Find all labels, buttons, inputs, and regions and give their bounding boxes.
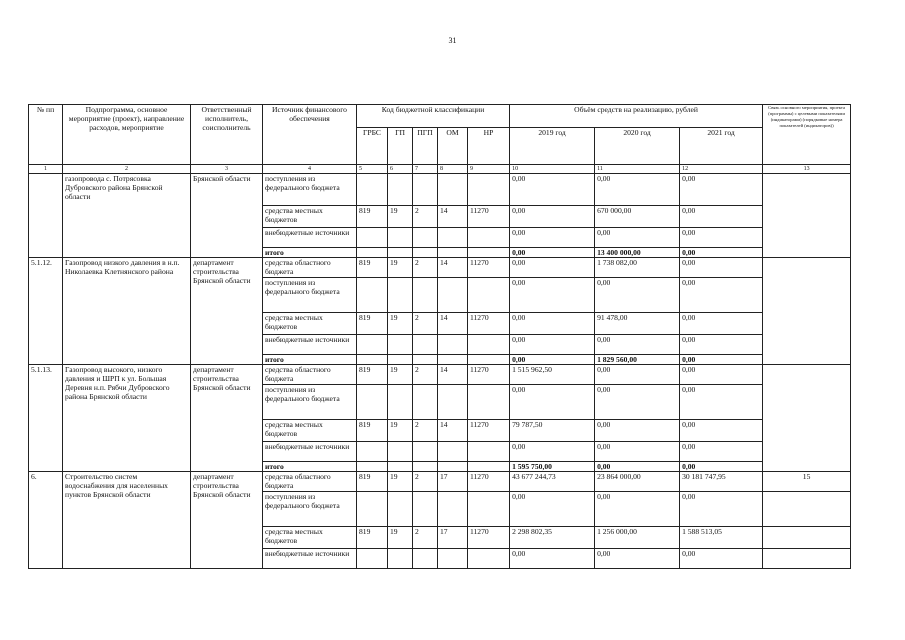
source-cell: внебюджетные источники [263,335,357,355]
om-cell [438,174,468,206]
gp-cell [388,278,413,313]
value-2021: 0,00 [680,248,763,258]
source-cell: внебюджетные источники [263,228,357,248]
header-num: № пп [29,105,63,165]
om-cell: 17 [438,472,468,492]
value-2021: 0,00 [680,549,763,569]
value-2020: 0,00 [595,492,680,527]
header-link: Связь основного мероприятия, проекта (программы) с целевыми показателями (индикаторами) (порядковые номера показателей (индикаторов)) [763,105,851,165]
pgp-cell [413,549,438,569]
header-program: Подпрограмма, основное мероприятие (проект), направление расходов, мероприятие [63,105,191,165]
indicator-link [763,549,851,569]
value-2021: 0,00 [680,442,763,462]
pgp-cell [413,278,438,313]
gp-cell: 19 [388,472,413,492]
column-number: 12 [680,165,763,174]
value-2019: 0,00 [510,248,595,258]
header-2021: 2021 год [680,128,763,165]
column-number: 3 [191,165,263,174]
value-2020: 13 400 000,00 [595,248,680,258]
grbs-cell [357,355,388,365]
header-gp: ГП [388,128,413,165]
indicator-link [763,258,851,365]
gp-cell: 19 [388,420,413,442]
value-2020: 0,00 [595,228,680,248]
grbs-cell [357,549,388,569]
source-cell: поступления из федерального бюджета [263,385,357,420]
source-cell: средства областного бюджета [263,365,357,385]
value-2019: 1 515 962,50 [510,365,595,385]
value-2019: 0,00 [510,549,595,569]
table-body [29,174,851,569]
om-cell [438,335,468,355]
grbs-cell: 819 [357,420,388,442]
source-cell: итого [263,355,357,365]
pgp-cell [413,442,438,462]
pgp-cell [413,228,438,248]
source-cell: внебюджетные источники [263,442,357,462]
om-cell [438,385,468,420]
grbs-cell [357,248,388,258]
value-2020: 91 478,00 [595,313,680,335]
header-source: Источник финансового обеспечения [263,105,357,165]
item-number: 5.1.13. [29,365,63,472]
value-2021: 0,00 [680,385,763,420]
header-2020: 2020 год [595,128,680,165]
value-2021: 0,00 [680,420,763,442]
item-number: 5.1.12. [29,258,63,365]
table-row [29,472,851,492]
nr-cell [468,335,510,355]
value-2020: 1 738 082,00 [595,258,680,278]
gp-cell [388,385,413,420]
item-number [29,174,63,258]
grbs-cell [357,385,388,420]
value-2020: 23 864 000,00 [595,472,680,492]
column-number: 10 [510,165,595,174]
value-2020: 0,00 [595,385,680,420]
value-2020: 0,00 [595,365,680,385]
value-2019: 2 298 802,35 [510,527,595,549]
source-cell: поступления из федерального бюджета [263,492,357,527]
header-executor: Ответственный исполнитель, соисполнитель [191,105,263,165]
gp-cell [388,228,413,248]
gp-cell [388,492,413,527]
gp-cell [388,549,413,569]
value-2020: 0,00 [595,420,680,442]
indicator-link [763,527,851,549]
source-cell: средства областного бюджета [263,472,357,492]
nr-cell [468,442,510,462]
header-amount: Объём средств на реализацию, рублей [510,105,763,128]
value-2019: 0,00 [510,492,595,527]
source-cell: средства местных бюджетов [263,206,357,228]
source-cell: поступления из федерального бюджета [263,278,357,313]
value-2019: 0,00 [510,313,595,335]
gp-cell: 19 [388,365,413,385]
value-2019: 0,00 [510,228,595,248]
source-cell: средства местных бюджетов [263,313,357,335]
om-cell: 14 [438,258,468,278]
grbs-cell: 819 [357,206,388,228]
value-2020: 0,00 [595,174,680,206]
pgp-cell [413,462,438,472]
nr-cell [468,248,510,258]
grbs-cell: 819 [357,472,388,492]
header-nr: НР [468,128,510,165]
nr-cell: 11270 [468,206,510,228]
value-2020: 1 256 000,00 [595,527,680,549]
gp-cell: 19 [388,258,413,278]
budget-table [28,104,851,569]
value-2021: 0,00 [680,365,763,385]
column-number: 5 [357,165,388,174]
value-2019: 0,00 [510,174,595,206]
value-2020: 0,00 [595,549,680,569]
nr-cell: 11270 [468,313,510,335]
source-cell: средства местных бюджетов [263,527,357,549]
gp-cell [388,335,413,355]
nr-cell [468,278,510,313]
om-cell [438,248,468,258]
om-cell [438,355,468,365]
value-2021: 0,00 [680,174,763,206]
value-2019: 0,00 [510,385,595,420]
nr-cell: 11270 [468,420,510,442]
gp-cell [388,174,413,206]
value-2020: 0,00 [595,335,680,355]
item-program: Газопровод высокого, низкого давления и ШРП к ул. Большая Деревня н.п. Рябчи Дубровского района Брянской области [63,365,191,472]
value-2021: 0,00 [680,492,763,527]
value-2020: 670 000,00 [595,206,680,228]
column-number: 2 [63,165,191,174]
header-om: ОМ [438,128,468,165]
source-cell: внебюджетные источники [263,549,357,569]
header-pgp: ПГП [413,128,438,165]
source-cell: поступления из федерального бюджета [263,174,357,206]
item-number: 6. [29,472,63,569]
nr-cell: 11270 [468,365,510,385]
pgp-cell: 2 [413,365,438,385]
grbs-cell: 819 [357,258,388,278]
value-2021: 0,00 [680,206,763,228]
pgp-cell: 2 [413,258,438,278]
item-executor: Брянской области [191,174,263,258]
table-header [29,105,851,174]
item-executor: департамент строительства Брянской области [191,258,263,365]
om-cell [438,228,468,248]
grbs-cell: 819 [357,313,388,335]
value-2021: 0,00 [680,258,763,278]
pgp-cell [413,492,438,527]
gp-cell [388,248,413,258]
item-executor: департамент строительства Брянской области [191,365,263,472]
pgp-cell: 2 [413,472,438,492]
table-row [29,174,851,206]
value-2019: 0,00 [510,355,595,365]
source-cell: средства местных бюджетов [263,420,357,442]
nr-cell: 11270 [468,258,510,278]
grbs-cell [357,335,388,355]
value-2021: 0,00 [680,278,763,313]
indicator-link [763,174,851,258]
value-2019: 0,00 [510,258,595,278]
gp-cell: 19 [388,527,413,549]
nr-cell [468,228,510,248]
column-numbers-row [29,165,851,174]
item-program: Строительство систем водоснабжения для населенных пунктов Брянской области [63,472,191,569]
om-cell [438,278,468,313]
column-number: 7 [413,165,438,174]
nr-cell [468,355,510,365]
nr-cell: 11270 [468,472,510,492]
indicator-link [763,365,851,472]
gp-cell: 19 [388,313,413,335]
header-2019: 2019 год [510,128,595,165]
value-2019: 79 787,50 [510,420,595,442]
pgp-cell [413,355,438,365]
nr-cell: 11270 [468,527,510,549]
indicator-link: 15 [763,472,851,492]
page-number: 31 [448,36,457,45]
value-2020: 0,00 [595,462,680,472]
nr-cell [468,492,510,527]
nr-cell [468,549,510,569]
value-2019: 0,00 [510,278,595,313]
header-budget-code: Код бюджетной классификации [357,105,510,128]
indicator-link [763,492,851,527]
value-2019: 0,00 [510,335,595,355]
value-2019: 0,00 [510,206,595,228]
column-number: 13 [763,165,851,174]
column-number: 9 [468,165,510,174]
pgp-cell [413,174,438,206]
nr-cell [468,385,510,420]
column-number: 1 [29,165,63,174]
grbs-cell [357,462,388,472]
om-cell: 14 [438,206,468,228]
source-cell: итого [263,462,357,472]
om-cell: 14 [438,313,468,335]
grbs-cell: 819 [357,527,388,549]
value-2020: 0,00 [595,442,680,462]
grbs-cell [357,442,388,462]
pgp-cell: 2 [413,206,438,228]
value-2021: 0,00 [680,313,763,335]
om-cell: 17 [438,527,468,549]
om-cell [438,462,468,472]
grbs-cell [357,492,388,527]
item-program: газопровода с. Потрясовка Дубровского района Брянской области [63,174,191,258]
table-row [29,365,851,385]
gp-cell [388,355,413,365]
nr-cell [468,174,510,206]
item-executor: департамент строительства Брянской области [191,472,263,569]
column-number: 4 [263,165,357,174]
source-cell: итого [263,248,357,258]
grbs-cell [357,228,388,248]
pgp-cell [413,335,438,355]
pgp-cell [413,248,438,258]
grbs-cell: 819 [357,365,388,385]
table-row [29,258,851,278]
value-2021: 0,00 [680,355,763,365]
om-cell [438,442,468,462]
value-2020: 0,00 [595,278,680,313]
value-2019: 0,00 [510,442,595,462]
pgp-cell [413,385,438,420]
pgp-cell: 2 [413,313,438,335]
om-cell: 14 [438,420,468,442]
value-2021: 0,00 [680,462,763,472]
om-cell [438,549,468,569]
item-program: Газопровод низкого давления в н.п. Николаевка Клетнянского района [63,258,191,365]
column-number: 8 [438,165,468,174]
source-cell: средства областного бюджета [263,258,357,278]
om-cell: 14 [438,365,468,385]
om-cell [438,492,468,527]
value-2019: 43 677 244,73 [510,472,595,492]
column-number: 11 [595,165,680,174]
column-number: 6 [388,165,413,174]
gp-cell: 19 [388,206,413,228]
pgp-cell: 2 [413,420,438,442]
gp-cell [388,462,413,472]
value-2021: 0,00 [680,335,763,355]
header-grbs: ГРБС [357,128,388,165]
value-2021: 0,00 [680,228,763,248]
value-2019: 1 595 750,00 [510,462,595,472]
value-2021: 30 181 747,95 [680,472,763,492]
grbs-cell [357,278,388,313]
grbs-cell [357,174,388,206]
value-2020: 1 829 560,00 [595,355,680,365]
value-2021: 1 588 513,05 [680,527,763,549]
pgp-cell: 2 [413,527,438,549]
nr-cell [468,462,510,472]
gp-cell [388,442,413,462]
